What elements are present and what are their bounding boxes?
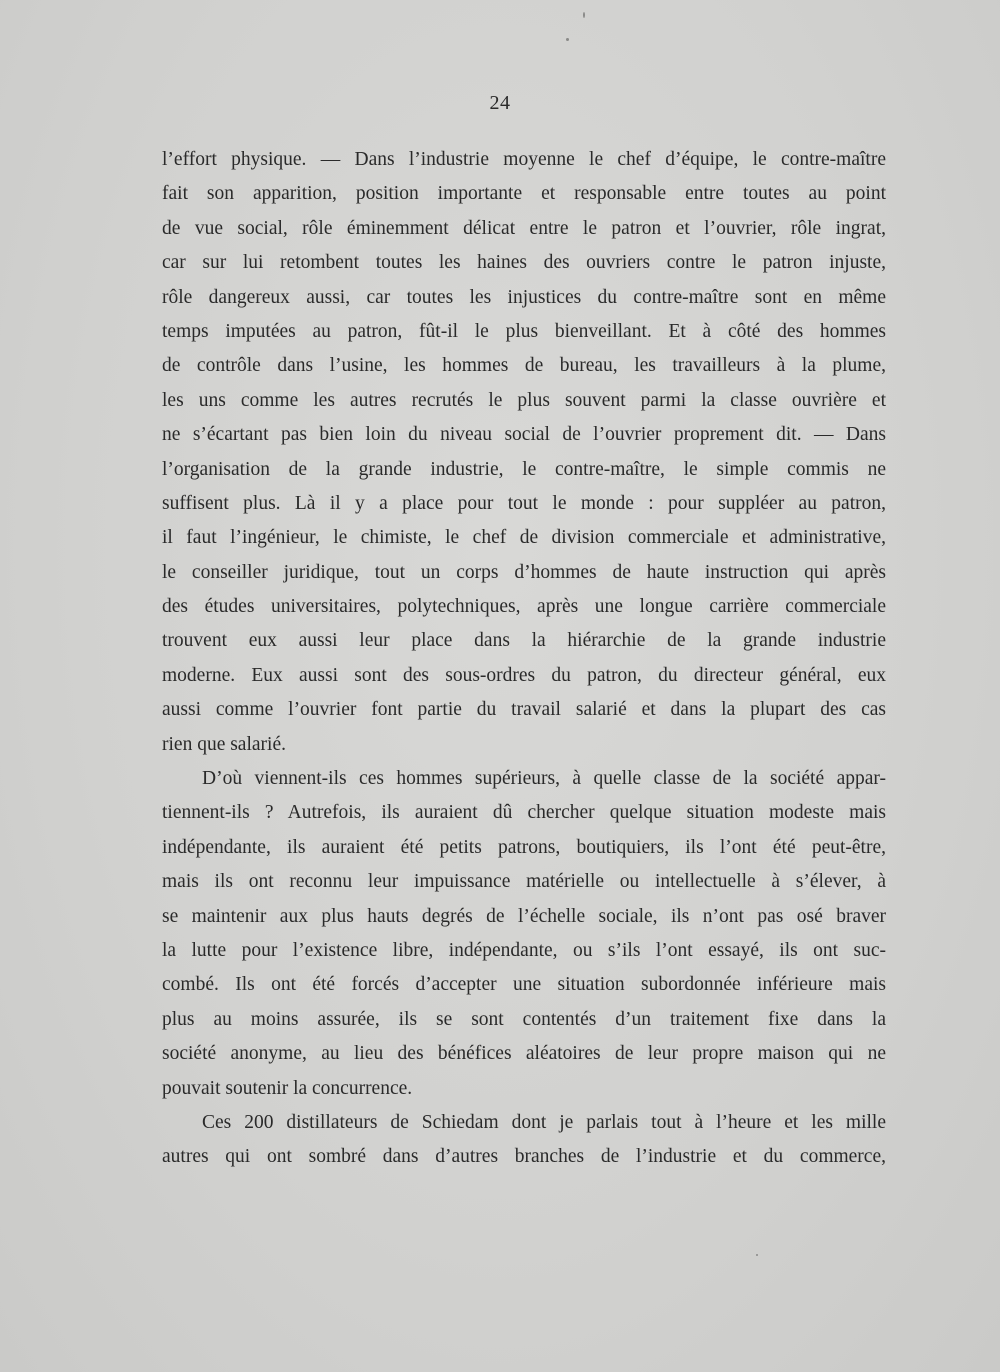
text-line: D’où viennent-ils ces hommes supérieurs, à quelle classe de la société appar-: [202, 768, 886, 790]
text-line: il faut l’ingénieur, le chimiste, le chef de division commerciale et administrative,: [162, 527, 886, 549]
text-line: se maintenir aux plus hauts degrés de l’échelle sociale, ils n’ont pas osé braver: [162, 905, 886, 927]
text-line: Ces 200 distillateurs de Schiedam dont je parlais tout à l’heure et les mille: [202, 1111, 886, 1133]
text-line: trouvent eux aussi leur place dans la hiérarchie de la grande industrie: [162, 630, 886, 652]
text-line: suffisent plus. Là il y a place pour tout le monde : pour suppléer au patron,: [162, 492, 886, 514]
text-line: rôle dangereux aussi, car toutes les injustices du contre-maître sont en même: [162, 286, 886, 308]
text-line: fait son apparition, position importante et responsable entre toutes au point: [162, 183, 886, 205]
text-line: indépendante, ils auraient été petits patrons, boutiquiers, ils l’ont été peut-être,: [162, 836, 886, 858]
text-line: ne s’écartant pas bien loin du niveau social de l’ouvrier proprement dit. — Dans: [162, 424, 886, 446]
text-line: de vue social, rôle éminemment délicat entre le patron et l’ouvrier, rôle ingrat,: [162, 217, 886, 239]
text-line: l’effort physique. — Dans l’industrie moyenne le chef d’équipe, le contre-maître: [162, 149, 886, 170]
text-line: tiennent-ils ? Autrefois, ils auraient dû chercher quelque situation modeste mais: [162, 802, 886, 824]
text-line: la lutte pour l’existence libre, indépendante, ou s’ils l’ont essayé, ils ont suc-: [162, 939, 886, 961]
text-line: société anonyme, au lieu des bénéfices aléatoires de leur propre maison qui ne: [162, 1043, 886, 1065]
paragraph: [162, 143, 886, 762]
paragraph: [162, 1106, 886, 1175]
scan-speck: [583, 12, 585, 18]
text-line: de contrôle dans l’usine, les hommes de bureau, les travailleurs à la plume,: [162, 355, 886, 377]
text-line: autres qui ont sombré dans d’autres branches de l’industrie et du commerce,: [162, 1146, 886, 1168]
text-line: temps imputées au patron, fût-il le plus bienveillant. Et à côté des hommes: [162, 320, 886, 342]
text-line: le conseiller juridique, tout un corps d’hommes de haute instruction qui après: [162, 561, 886, 583]
text-line: mais ils ont reconnu leur impuissance matérielle ou intellectuelle à s’élever, à: [162, 871, 886, 893]
text-line: des études universitaires, polytechniques, après une longue carrière commerciale: [162, 596, 886, 618]
text-line: plus au moins assurée, ils se sont contentés d’un traitement fixe dans la: [162, 1008, 886, 1030]
text-line: aussi comme l’ouvrier font partie du travail salarié et dans la plupart des cas: [162, 699, 886, 721]
text-line: les uns comme les autres recrutés le plus souvent parmi la classe ouvrière et: [162, 389, 886, 411]
text-line: combé. Ils ont été forcés d’accepter une situation subordonnée inférieure mais: [162, 974, 886, 996]
paragraph: [162, 762, 886, 1106]
text-line: pouvait soutenir la concurrence.: [162, 1077, 413, 1099]
text-line: rien que salarié.: [162, 733, 286, 755]
page-number: 24: [489, 92, 511, 114]
text-line: car sur lui retombent toutes les haines des ouvriers contre le patron injuste,: [162, 252, 886, 274]
text-line: l’organisation de la grande industrie, le contre-maître, le simple commis ne: [162, 458, 886, 480]
body-text: [162, 143, 886, 1175]
scan-speck: [756, 1254, 758, 1256]
scan-speck: [566, 38, 569, 41]
text-line: moderne. Eux aussi sont des sous-ordres du patron, du directeur général, eux: [162, 664, 886, 686]
